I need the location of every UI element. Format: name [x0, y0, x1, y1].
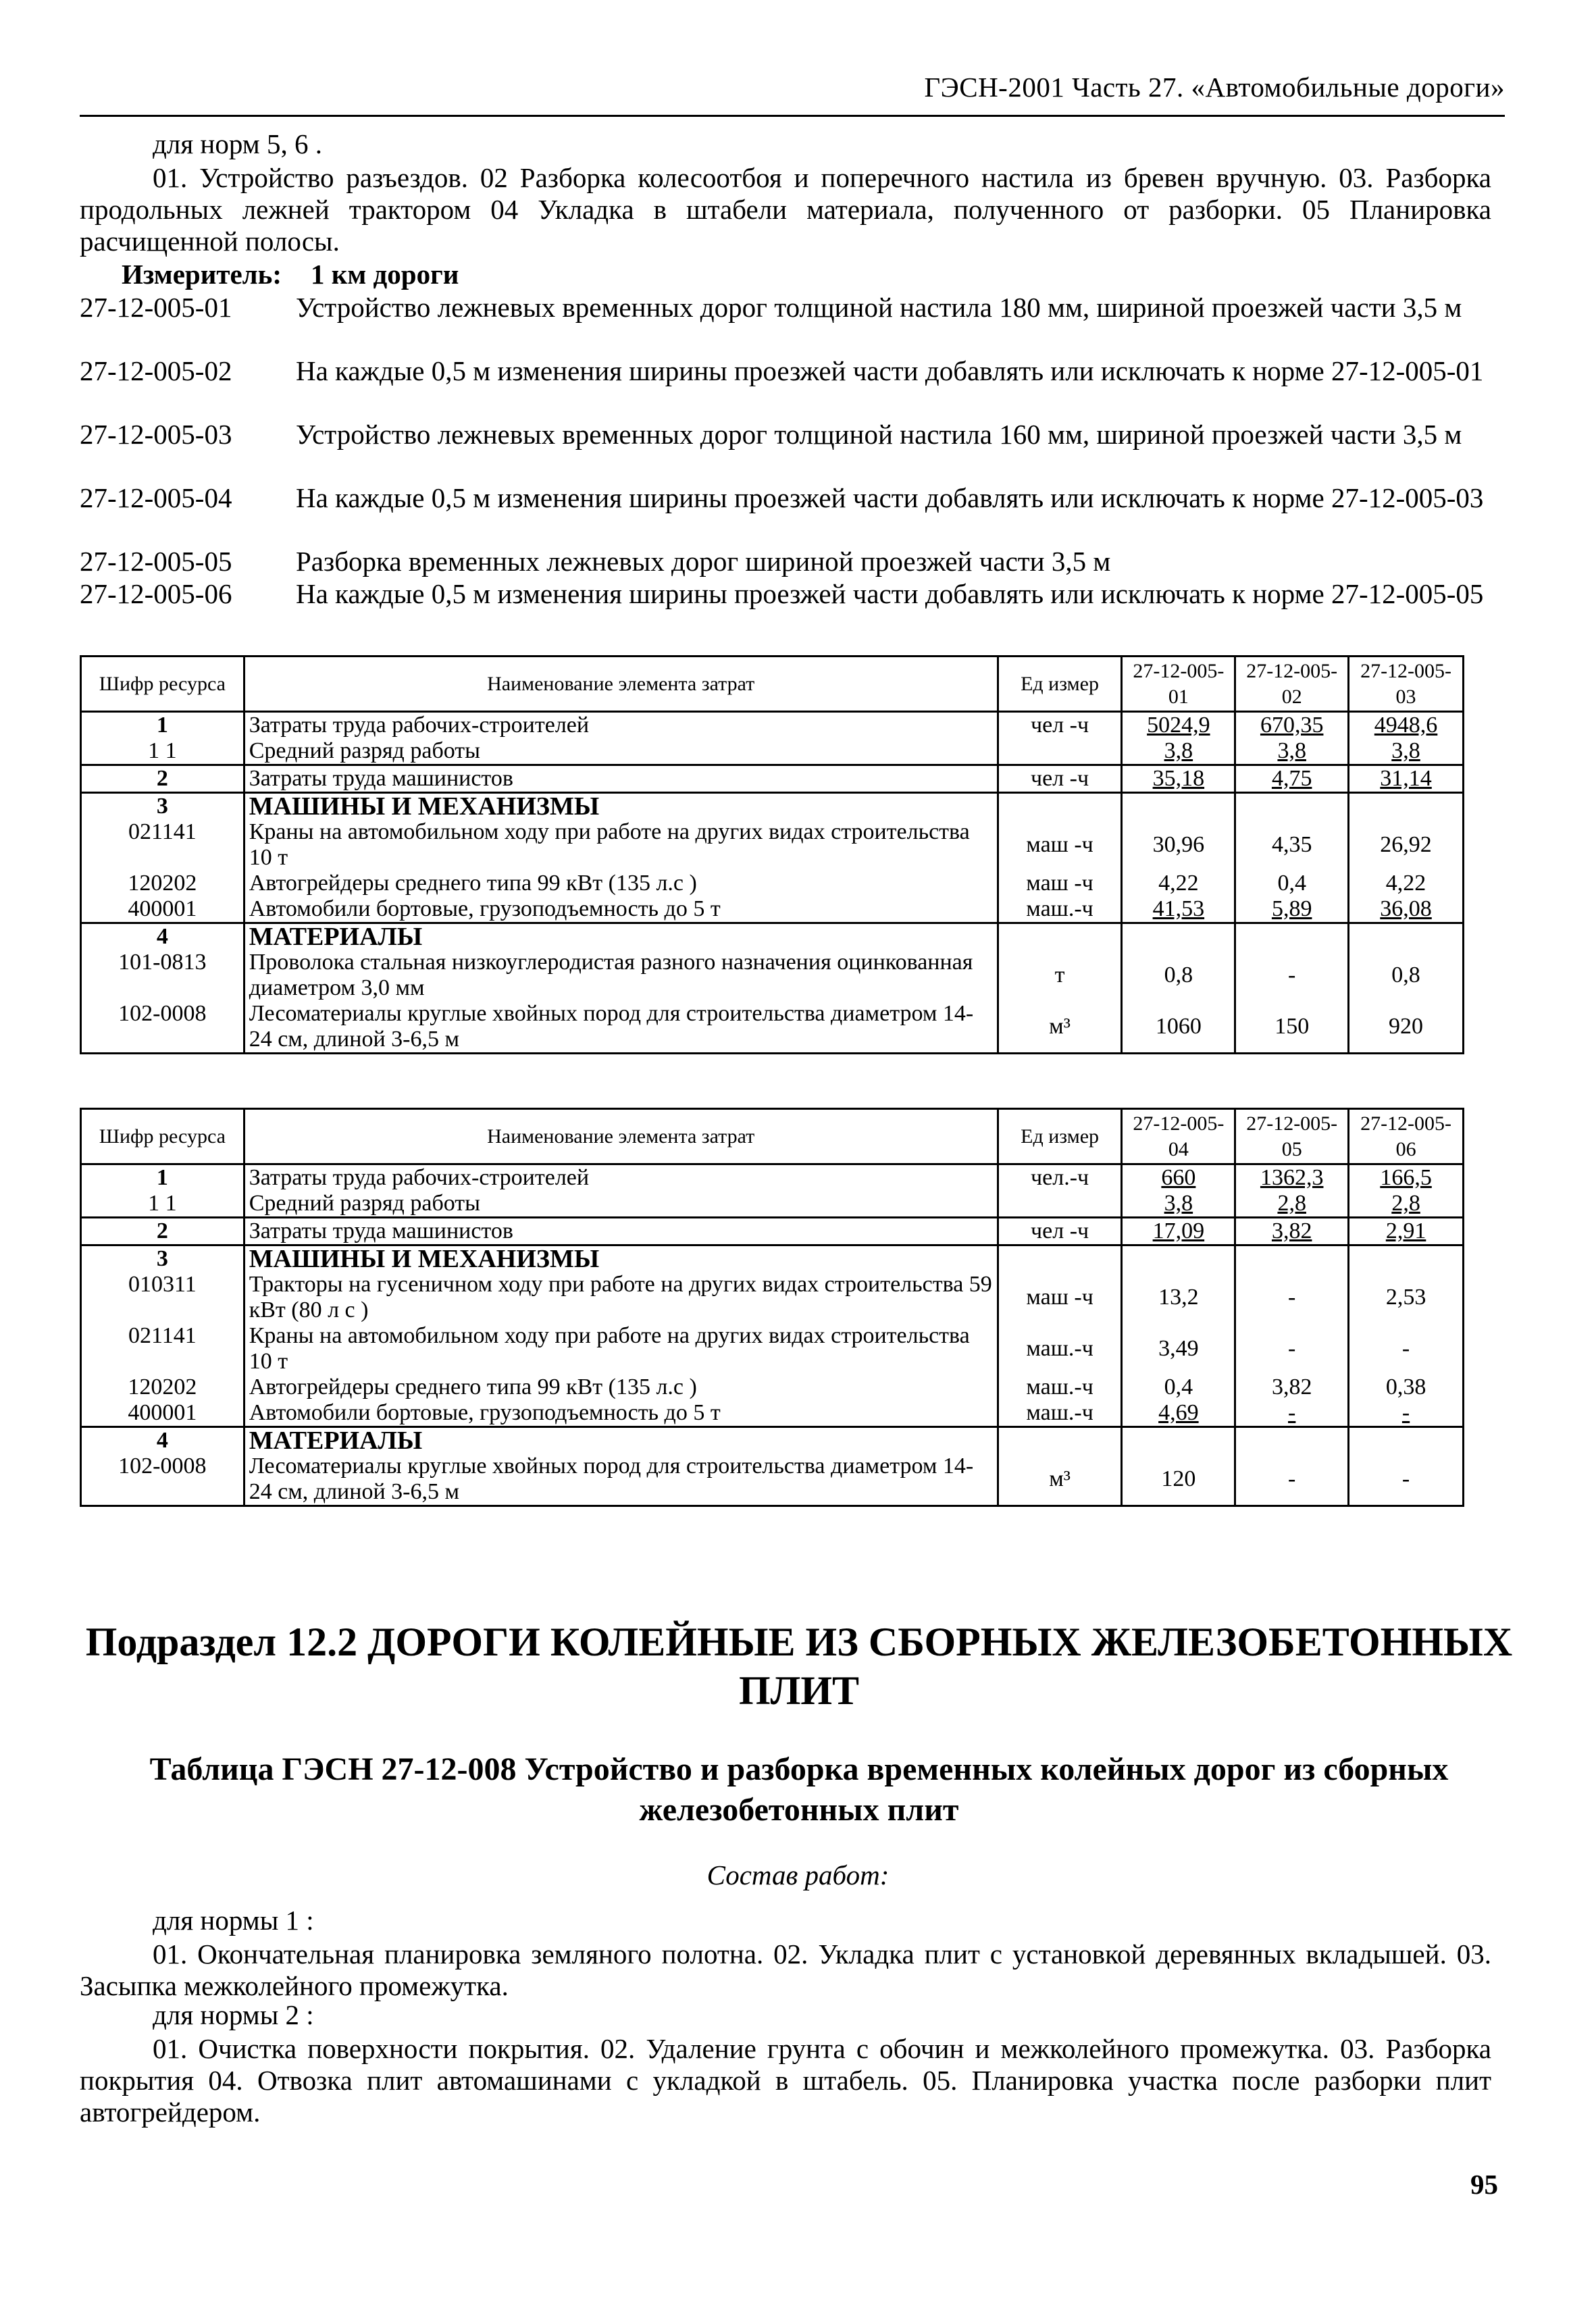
col-header-norm: 27-12-005-02 — [1235, 657, 1349, 712]
cell-value: 13,2 — [1122, 1272, 1235, 1323]
cell-name: Проволока стальная низкоуглеродистая разного назначения оцинкованная диаметром 3,0 мм — [244, 950, 998, 1001]
cell-code: 2 — [81, 765, 244, 793]
cell-code: 120202 — [81, 871, 244, 896]
cell-unit: чел -ч — [998, 712, 1122, 739]
norm1-text: 01. Окончательная планировка земляного полотна. 02. Укладка плит с установкой деревянных вкладышей. 03. Засыпка межколейного промежутка. — [80, 1938, 1491, 2001]
cell-name: Автогрейдеры среднего типа 99 кВт (135 л.с ) — [244, 871, 998, 896]
table-row — [81, 1191, 1464, 1218]
norm-desc: Устройство лежневых временных дорог толщиной настила 160 мм, шириной проезжей части 3,5 м — [296, 419, 1462, 450]
cell-name: Лесоматериалы круглые хвойных пород для строительства диаметром 14-24 см, длиной 3-6,5 м — [244, 1001, 998, 1054]
col-header-unit: Ед измер — [998, 657, 1122, 712]
cell-value: 0,8 — [1349, 950, 1464, 1001]
cell-code: 1 — [81, 712, 244, 739]
col-header-code: Шифр ресурса — [81, 1109, 244, 1164]
work-composition: 01. Устройство разъездов. 02 Разборка колесоотбоя и поперечного настила из бревен вручную. 03. Разборка продольных лежней трактором 04 Укладка в штабели материала, полученного от разборки. 05 Планировка расчищенной полосы. — [80, 162, 1491, 257]
cell-value: 5024,9 — [1122, 712, 1235, 739]
cell-name: Средний разряд работы — [244, 738, 998, 765]
cell-unit — [998, 1191, 1122, 1218]
cell-name: Лесоматериалы круглые хвойных пород для строительства диаметром 14-24 см, длиной 3-6,5 м — [244, 1454, 998, 1506]
running-header: ГЭСН-2001 Часть 27. «Автомобильные дороги» — [924, 72, 1505, 103]
cell-name: Автомобили бортовые, грузоподъемность до 5 т — [244, 896, 998, 923]
cell-unit: м³ — [998, 1001, 1122, 1054]
table-row — [81, 765, 1464, 793]
cell-code: 1 1 — [81, 1191, 244, 1218]
cell-code: 120202 — [81, 1374, 244, 1400]
cell-value: 0,4 — [1235, 871, 1349, 896]
cell-value: 30,96 — [1122, 819, 1235, 871]
table-row — [81, 738, 1464, 765]
cell-value: 0,4 — [1122, 1374, 1235, 1400]
resource-table-2 — [80, 1108, 1464, 1507]
cell-value: 4,75 — [1235, 765, 1349, 793]
cell-code: 1 1 — [81, 738, 244, 765]
cell-name: Затраты труда рабочих-строителей — [244, 1164, 998, 1191]
col-header-norm: 27-12-005-05 — [1235, 1109, 1349, 1164]
cell-code: 1 — [81, 1164, 244, 1191]
cell-value: 166,5 — [1349, 1164, 1464, 1191]
cell-unit: маш.-ч — [998, 1374, 1122, 1400]
cell-unit — [998, 738, 1122, 765]
cell-value: 1060 — [1122, 1001, 1235, 1054]
cell-name: Краны на автомобильном ходу при работе на других видах строительства 10 т — [244, 819, 998, 871]
cell-code: 400001 — [81, 896, 244, 923]
table-row — [81, 1374, 1464, 1400]
composition-label: Состав работ: — [706, 1859, 890, 1891]
norm-code: 27-12-005-02 — [80, 355, 232, 386]
cell-unit: маш -ч — [998, 1272, 1122, 1323]
col-header-norm: 27-12-005-01 — [1122, 657, 1235, 712]
cell-unit: маш -ч — [998, 819, 1122, 871]
cell-value: - — [1349, 1454, 1464, 1506]
cell-unit: чел -ч — [998, 1218, 1122, 1245]
subsection-title: Подраздел 12.2 ДОРОГИ КОЛЕЙНЫЕ ИЗ СБОРНЫХ ЖЕЛЕЗОБЕТОННЫХ ПЛИТ — [85, 1620, 1513, 1713]
cell-value: 35,18 — [1122, 765, 1235, 793]
section-row — [81, 1245, 1464, 1272]
cell-code: 101-0813 — [81, 950, 244, 1001]
norm2-label: для нормы 2 : — [153, 1999, 314, 2030]
cell-code: 3 — [81, 793, 244, 820]
cell-name: Краны на автомобильном ходу при работе на других видах строительства 10 т — [244, 1323, 998, 1374]
cell-value: 4948,6 — [1349, 712, 1464, 739]
cell-value: 120 — [1122, 1454, 1235, 1506]
table-row — [81, 712, 1464, 739]
cell-code: 4 — [81, 1427, 244, 1454]
cell-value: 3,8 — [1122, 738, 1235, 765]
cell-code: 3 — [81, 1245, 244, 1272]
table-row — [81, 871, 1464, 896]
cell-code: 010311 — [81, 1272, 244, 1323]
norm2-text: 01. Очистка поверхности покрытия. 02. Удаление грунта с обочин и межколейного промежутка. 03. Разборка покрытия 04. Отвозка плит автомашинами с укладкой в штабель. 05. Планировка участка после разборки плит автогрейдером. — [80, 2033, 1491, 2128]
cell-value: 3,8 — [1349, 738, 1464, 765]
cell-value: 0,8 — [1122, 950, 1235, 1001]
cell-unit: маш.-ч — [998, 896, 1122, 923]
cell-value: 4,22 — [1122, 871, 1235, 896]
cell-value: 3,8 — [1122, 1191, 1235, 1218]
cell-name: Затраты труда машинистов — [244, 1218, 998, 1245]
table-title: Таблица ГЭСН 27-12-008 Устройство и разборка временных колейных дорог из сборных железобетонных плит — [149, 1751, 1449, 1828]
table-row — [81, 1323, 1464, 1374]
cell-value: - — [1235, 1323, 1349, 1374]
cell-name: Автомобили бортовые, грузоподъемность до 5 т — [244, 1400, 998, 1427]
cell-unit: маш.-ч — [998, 1323, 1122, 1374]
cell-value: 4,35 — [1235, 819, 1349, 871]
cell-value: 0,38 — [1349, 1374, 1464, 1400]
col-header-norm: 27-12-005-04 — [1122, 1109, 1235, 1164]
section-row — [81, 923, 1464, 950]
section-row — [81, 793, 1464, 820]
col-header-name: Наименование элемента затрат — [244, 657, 998, 712]
cell-name: Затраты труда рабочих-строителей — [244, 712, 998, 739]
section-row — [81, 1427, 1464, 1454]
cell-value: - — [1349, 1400, 1464, 1427]
cell-code: 2 — [81, 1218, 244, 1245]
cell-name: Затраты труда машинистов — [244, 765, 998, 793]
meter-value: 1 км дороги — [311, 259, 459, 290]
cell-code: 021141 — [81, 1323, 244, 1374]
norm-desc: На каждые 0,5 м изменения ширины проезжей части добавлять или исключать к норме 27-12-005-03 — [296, 482, 1484, 513]
col-header-norm: 27-12-005-06 — [1349, 1109, 1464, 1164]
section-title: МАШИНЫ И МЕХАНИЗМЫ — [244, 1245, 998, 1272]
cell-unit: чел -ч — [998, 765, 1122, 793]
cell-value: - — [1235, 1272, 1349, 1323]
cell-value: - — [1349, 1323, 1464, 1374]
cell-value: 150 — [1235, 1001, 1349, 1054]
cell-code: 4 — [81, 923, 244, 950]
cell-value: 4,69 — [1122, 1400, 1235, 1427]
cell-code: 102-0008 — [81, 1001, 244, 1054]
cell-value: 3,8 — [1235, 738, 1349, 765]
cell-value: 3,82 — [1235, 1218, 1349, 1245]
norm-code: 27-12-005-04 — [80, 482, 232, 513]
norm-code: 27-12-005-06 — [80, 578, 232, 609]
norm-line: для норм 5, 6 . — [153, 128, 322, 159]
col-header-unit: Ед измер — [998, 1109, 1122, 1164]
cell-unit: маш.-ч — [998, 1400, 1122, 1427]
cell-value: - — [1235, 1454, 1349, 1506]
norm-code: 27-12-005-05 — [80, 546, 232, 577]
cell-value: 2,8 — [1235, 1191, 1349, 1218]
table-row — [81, 1454, 1464, 1506]
table-row — [81, 819, 1464, 871]
cell-value: 660 — [1122, 1164, 1235, 1191]
cell-value: 670,35 — [1235, 712, 1349, 739]
cell-value: - — [1235, 950, 1349, 1001]
cell-code: 021141 — [81, 819, 244, 871]
cell-name: Средний разряд работы — [244, 1191, 998, 1218]
section-title: МАШИНЫ И МЕХАНИЗМЫ — [244, 793, 998, 820]
cell-value: 41,53 — [1122, 896, 1235, 923]
norm-desc: Разборка временных лежневых дорог шириной проезжей части 3,5 м — [296, 546, 1111, 577]
table-row — [81, 896, 1464, 923]
cell-code: 102-0008 — [81, 1454, 244, 1506]
table-row — [81, 1001, 1464, 1054]
col-header-code: Шифр ресурса — [81, 657, 244, 712]
cell-value: - — [1235, 1400, 1349, 1427]
cell-code: 400001 — [81, 1400, 244, 1427]
cell-unit: маш -ч — [998, 871, 1122, 896]
cell-value: 1362,3 — [1235, 1164, 1349, 1191]
norm-desc: На каждые 0,5 м изменения ширины проезжей части добавлять или исключать к норме 27-12-005-01 — [296, 355, 1484, 386]
cell-value: 5,89 — [1235, 896, 1349, 923]
table-row — [81, 1164, 1464, 1191]
table-row — [81, 1272, 1464, 1323]
cell-value: 2,91 — [1349, 1218, 1464, 1245]
table-row — [81, 1400, 1464, 1427]
norm-code: 27-12-005-03 — [80, 419, 232, 450]
page-number: 95 — [1470, 2169, 1498, 2200]
col-header-name: Наименование элемента затрат — [244, 1109, 998, 1164]
cell-value: 3,49 — [1122, 1323, 1235, 1374]
section-title: МАТЕРИАЛЫ — [244, 923, 998, 950]
norm-desc: Устройство лежневых временных дорог толщиной настила 180 мм, шириной проезжей части 3,5 м — [296, 292, 1462, 323]
norm-code: 27-12-005-01 — [80, 292, 232, 323]
section-title: МАТЕРИАЛЫ — [244, 1427, 998, 1454]
cell-value: 4,22 — [1349, 871, 1464, 896]
cell-name: Тракторы на гусеничном ходу при работе на других видах строительства 59 кВт (80 л с ) — [244, 1272, 998, 1323]
norm1-label: для нормы 1 : — [153, 1905, 314, 1936]
cell-value: 920 — [1349, 1001, 1464, 1054]
table-row — [81, 950, 1464, 1001]
table-row — [81, 1218, 1464, 1245]
header-rule — [80, 115, 1505, 117]
cell-value: 17,09 — [1122, 1218, 1235, 1245]
cell-unit: м³ — [998, 1454, 1122, 1506]
norm-desc: На каждые 0,5 м изменения ширины проезжей части добавлять или исключать к норме 27-12-005-05 — [296, 578, 1484, 609]
cell-value: 2,8 — [1349, 1191, 1464, 1218]
cell-value: 31,14 — [1349, 765, 1464, 793]
cell-value: 26,92 — [1349, 819, 1464, 871]
meter-label: Измеритель: — [122, 259, 282, 290]
cell-value: 36,08 — [1349, 896, 1464, 923]
cell-value: 2,53 — [1349, 1272, 1464, 1323]
cell-name: Автогрейдеры среднего типа 99 кВт (135 л.с ) — [244, 1374, 998, 1400]
cell-unit: чел.-ч — [998, 1164, 1122, 1191]
cell-value: 3,82 — [1235, 1374, 1349, 1400]
cell-unit: т — [998, 950, 1122, 1001]
resource-table-1 — [80, 655, 1464, 1054]
col-header-norm: 27-12-005-03 — [1349, 657, 1464, 712]
